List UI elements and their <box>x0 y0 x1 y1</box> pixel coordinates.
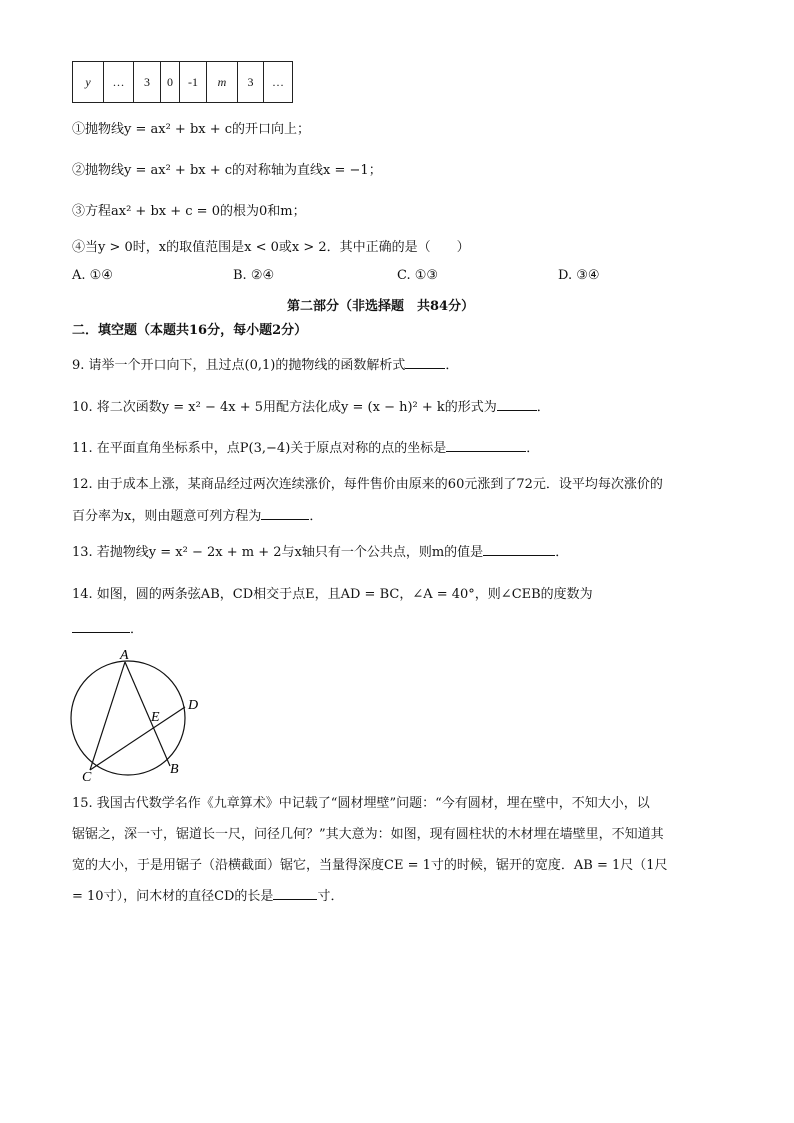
answer-blank <box>483 543 555 556</box>
chord-cd <box>90 707 185 770</box>
section-title: 二．填空题（本题共16分，每小题2分） <box>72 323 308 338</box>
question-14-end: ． <box>130 622 144 637</box>
statement-2: ②抛物线y = ax² + bx + c的对称轴为直线x = −1； <box>72 163 382 178</box>
question-13 <box>72 541 568 560</box>
statement-3: ③方程ax² + bx + c = 0的根为0和m； <box>72 204 306 219</box>
choice-c: C. ①③ <box>397 268 439 283</box>
table-cell: … <box>104 62 134 103</box>
question-10-text: 10. 将二次函数y = x² − 4x + 5用配方法化成y = (x − h)² + k的形式为 <box>72 400 497 415</box>
value-table <box>72 61 293 103</box>
statement-4: ④当y > 0时，x的取值范围是x < 0或x > 2．其中正确的是（ ） <box>72 240 470 255</box>
question-12-line-1: 12. 由于成本上涨，某商品经过两次连续涨价，每件售价由原来的60元涨到了72元．设平均每次涨价的 <box>72 477 663 492</box>
question-9-text: 9. 请举一个开口向下，且过点(0,1)的抛物线的函数解析式 <box>72 358 406 373</box>
answer-blank <box>497 398 537 411</box>
table-cell: 3 <box>238 62 264 103</box>
question-11 <box>72 437 539 456</box>
statement-1: ①抛物线y = ax² + bx + c的开口向上； <box>72 122 311 137</box>
question-15-end: 寸． <box>317 889 344 904</box>
question-14-line-2 <box>72 618 143 637</box>
table-cell: m <box>207 62 238 103</box>
question-12-end: ． <box>309 509 323 524</box>
answer-blank <box>72 620 130 633</box>
question-13-text: 13. 若抛物线y = x² − 2x + m + 2与x轴只有一个公共点，则m的值是 <box>72 545 484 560</box>
table-cell: 0 <box>161 62 180 103</box>
chord-ac <box>90 662 125 770</box>
question-14-line-1: 14. 如图，圆的两条弦AB，CD相交于点E，且AD = BC，∠A = 40°，则∠CEB的度数为 <box>72 587 593 602</box>
table-row <box>73 62 293 103</box>
label-b: B <box>170 762 179 777</box>
label-e: E <box>151 710 160 725</box>
question-12-text: 百分率为x，则由题意可列方程为 <box>72 509 262 524</box>
table-cell: 3 <box>134 62 161 103</box>
choice-a: A. ①④ <box>72 268 113 283</box>
question-9 <box>72 354 458 373</box>
table-cell: -1 <box>180 62 207 103</box>
table-cell: … <box>264 62 293 103</box>
question-12-line-2 <box>72 505 322 524</box>
label-c: C <box>82 770 92 785</box>
table-cell: y <box>73 62 104 103</box>
question-15-line-3: 宽的大小，于是用锯子（沿横截面）锯它，当量得深度CE = 1寸的时候，锯开的宽度．AB = 1尺（1尺 <box>72 858 668 873</box>
choice-d: D. ③④ <box>558 268 600 283</box>
question-11-end: ． <box>526 441 540 456</box>
part-title: 第二部分（非选择题 共84分） <box>287 299 475 314</box>
answer-blank <box>273 887 317 900</box>
choice-b: B. ②④ <box>233 268 275 283</box>
question-13-end: ． <box>555 545 569 560</box>
label-a: A <box>120 648 129 663</box>
question-15-text: = 10寸），问木材的直径CD的长是 <box>72 889 274 904</box>
label-d: D <box>188 698 199 713</box>
question-15-line-1: 15. 我国古代数学名作《九章算术》中记载了“圆材埋壁”问题：“今有圆材，埋在壁中，不知大小，以 <box>72 796 650 811</box>
question-9-end: ． <box>445 358 459 373</box>
question-10 <box>72 396 550 415</box>
question-11-text: 11. 在平面直角坐标系中，点P(3,−4)关于原点对称的点的坐标是 <box>72 441 447 456</box>
chord-ab <box>125 662 170 766</box>
question-10-end: ． <box>536 400 550 415</box>
circle-figure <box>62 645 212 785</box>
answer-blank <box>261 507 309 520</box>
answer-blank <box>405 356 445 369</box>
question-15-line-2: 锯锯之，深一寸，锯道长一尺，问径几何？”其大意为：如图，现有圆柱状的木材埋在墙壁里，不知道其 <box>72 827 664 842</box>
answer-blank <box>446 439 526 452</box>
question-15-line-4 <box>72 881 343 912</box>
